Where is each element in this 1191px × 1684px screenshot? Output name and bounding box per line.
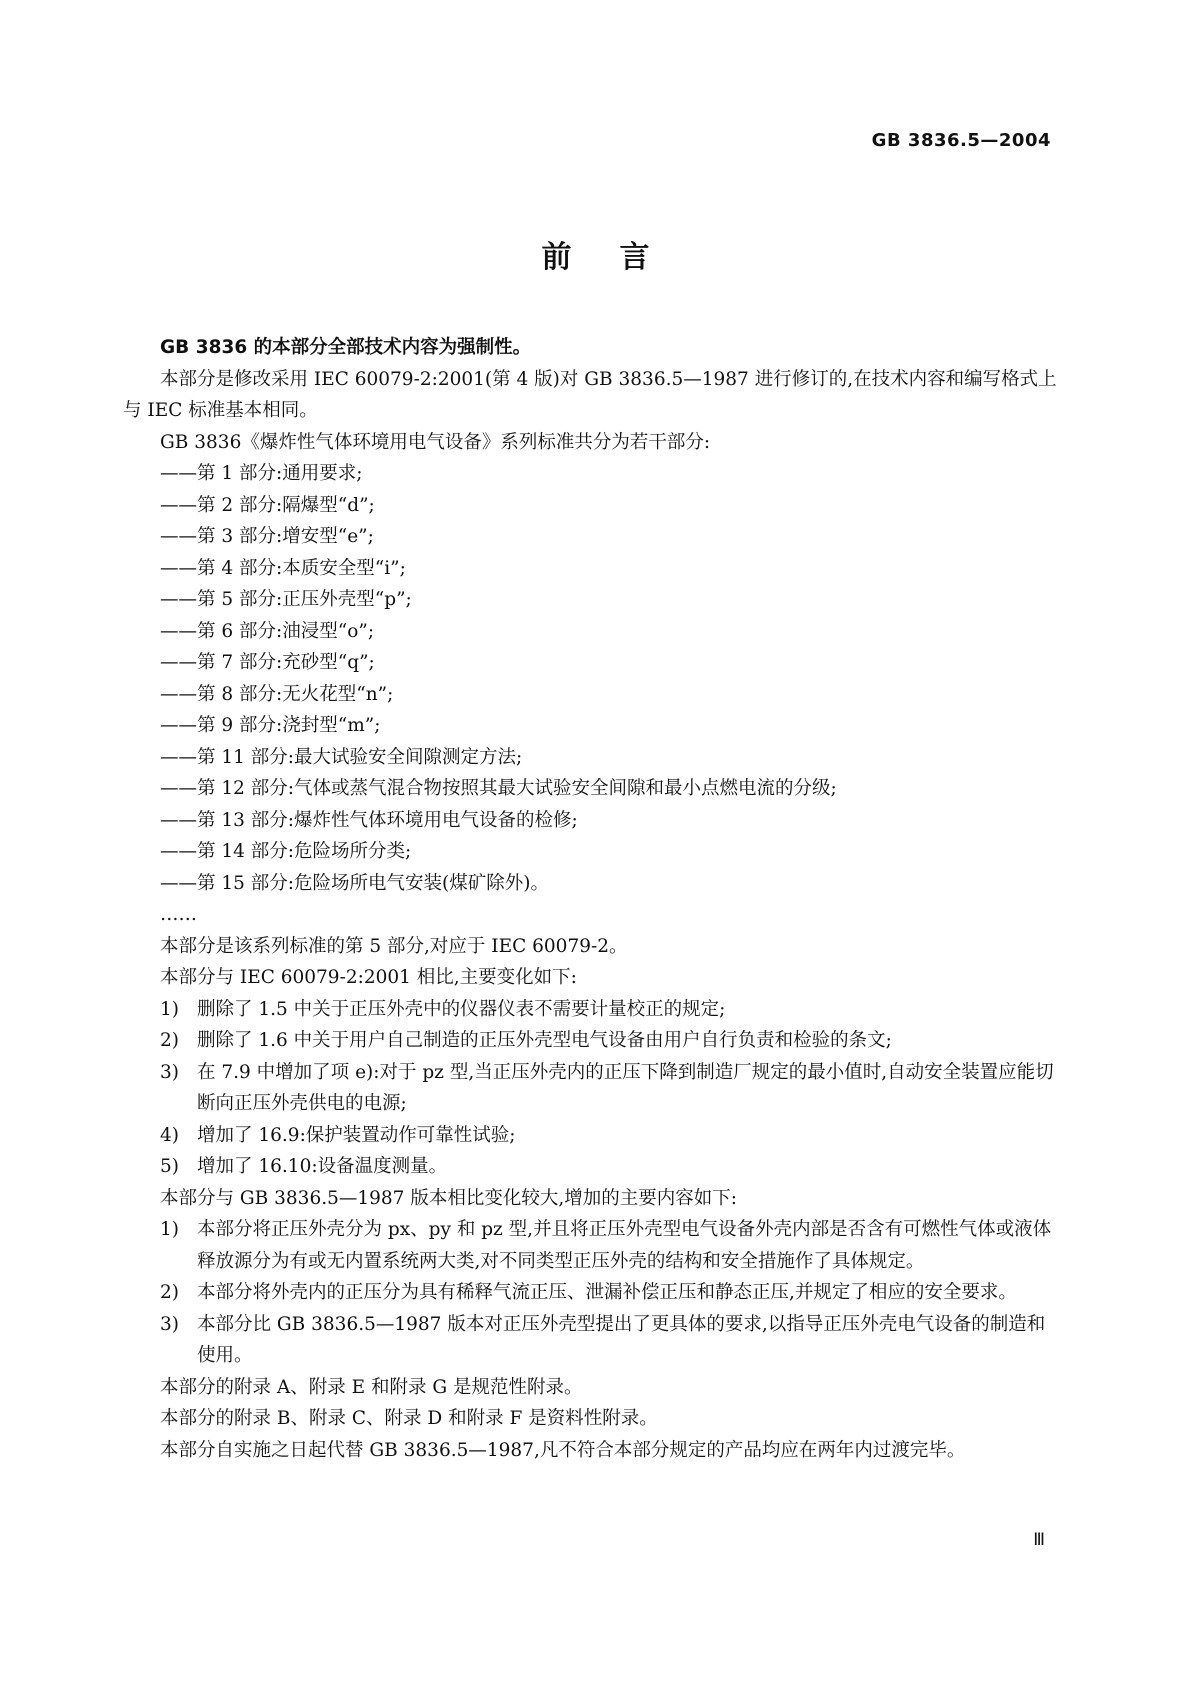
list-item: ——第 1 部分:通用要求;: [160, 463, 363, 484]
list-item: ——第 2 部分:隔爆型“d”;: [160, 494, 375, 516]
item-number: 3): [160, 1061, 179, 1083]
list-item: ——第 9 部分:浇封型“m”;: [160, 715, 381, 736]
list-item: [123, 1057, 1058, 1120]
gb-changes-list: [123, 1214, 1058, 1372]
list-item: ——第 5 部分:正压外壳型“p”;: [160, 589, 412, 610]
item-number: 2): [160, 1282, 179, 1303]
item-text: 删除了 1.6 中关于用户自己制造的正压外壳型电气设备由用户自行负责和检验的条文;: [197, 1030, 892, 1051]
item-number: 1): [160, 1219, 179, 1240]
list-item: [123, 1151, 1058, 1183]
list-item: ——第 11 部分:最大试验安全间隙测定方法;: [160, 746, 523, 768]
page-number: Ⅲ: [1033, 1530, 1045, 1550]
gb-changes-intro: 本部分与 GB 3836.5—1987 版本相比变化较大,增加的主要内容如下:: [160, 1187, 737, 1209]
intro-paragraph: 本部分是修改采用 IEC 60079-2:2001(第 4 版)对 GB 3836.5—1987 进行修订的,在技术内容和编写格式上与 IEC 标准基本相同。: [123, 368, 1057, 421]
list-item: ——第 3 部分:增安型“e”;: [160, 526, 374, 547]
foreword-content: [123, 332, 1058, 1466]
list-item: [123, 1025, 1058, 1057]
item-text: 删除了 1.5 中关于正压外壳中的仪器仪表不需要计量校正的规定;: [197, 998, 726, 1020]
normative-annexes: 本部分的附录 A、附录 E 和附录 G 是规范性附录。: [160, 1376, 583, 1398]
iec-changes-list: [123, 994, 1058, 1183]
standard-code: GB 3836.5—2004: [871, 130, 1051, 151]
list-item: [123, 1214, 1058, 1277]
item-number: 5): [160, 1156, 179, 1177]
item-text: 增加了 16.9:保护装置动作可靠性试验;: [197, 1124, 516, 1146]
list-item: [123, 994, 1058, 1026]
ellipsis: ……: [160, 904, 197, 925]
list-item: [123, 1120, 1058, 1152]
list-item: [123, 1277, 1058, 1309]
item-number: 3): [160, 1313, 179, 1335]
correspondence-paragraph: 本部分是该系列标准的第 5 部分,对应于 IEC 60079-2。: [160, 935, 628, 957]
item-number: 4): [160, 1124, 179, 1146]
item-text: 在 7.9 中增加了项 e):对于 pz 型,当正压外壳内的正压下降到制造厂规定的最小值时,自动安全装置应能切断向正压外壳供电的电源;: [197, 1061, 1054, 1114]
series-parts-list: [123, 458, 1058, 899]
list-item: ——第 12 部分:气体或蒸气混合物按照其最大试验安全间隙和最小点燃电流的分级;: [160, 778, 837, 799]
list-item: ——第 6 部分:油浸型“o”;: [160, 620, 375, 642]
informative-annexes: 本部分的附录 B、附录 C、附录 D 和附录 F 是资料性附录。: [160, 1408, 658, 1429]
list-item: ——第 4 部分:本质安全型“i”;: [160, 557, 406, 579]
page-title: 前言: [541, 240, 698, 275]
list-item: ——第 14 部分:危险场所分类;: [160, 841, 412, 862]
list-item: [123, 1309, 1058, 1372]
replacement-statement: 本部分自实施之日起代替 GB 3836.5—1987,凡不符合本部分规定的产品均应在两年内过渡完毕。: [160, 1439, 966, 1461]
item-text: 增加了 16.10:设备温度测量。: [197, 1156, 448, 1177]
item-number: 1): [160, 998, 179, 1020]
series-intro: GB 3836《爆炸性气体环境用电气设备》系列标准共分为若干部分:: [160, 431, 711, 453]
item-text: 本部分比 GB 3836.5—1987 版本对正压外壳型提出了更具体的要求,以指导正压外壳电气设备的制造和使用。: [197, 1313, 1046, 1366]
list-item: ——第 13 部分:爆炸性气体环境用电气设备的检修;: [160, 809, 578, 831]
item-text: 本部分将正压外壳分为 px、py 和 pz 型,并且将正压外壳型电气设备外壳内部是否含有可燃性气体或液体释放源分为有或无内置系统两大类,对不同类型正压外壳的结构和安全措施作了具体规定。: [197, 1219, 1052, 1272]
iec-changes-intro: 本部分与 IEC 60079-2:2001 相比,主要变化如下:: [160, 967, 577, 988]
item-text: 本部分将外壳内的正压分为具有稀释气流正压、泄漏补偿正压和静态正压,并规定了相应的安全要求。: [197, 1282, 1017, 1303]
item-number: 2): [160, 1030, 179, 1051]
list-item: ——第 7 部分:充砂型“q”;: [160, 652, 375, 673]
list-item: ——第 15 部分:危险场所电气安装(煤矿除外)。: [160, 872, 549, 894]
list-item: ——第 8 部分:无火花型“n”;: [160, 683, 394, 705]
mandatory-statement: GB 3836 的本部分全部技术内容为强制性。: [160, 337, 532, 358]
